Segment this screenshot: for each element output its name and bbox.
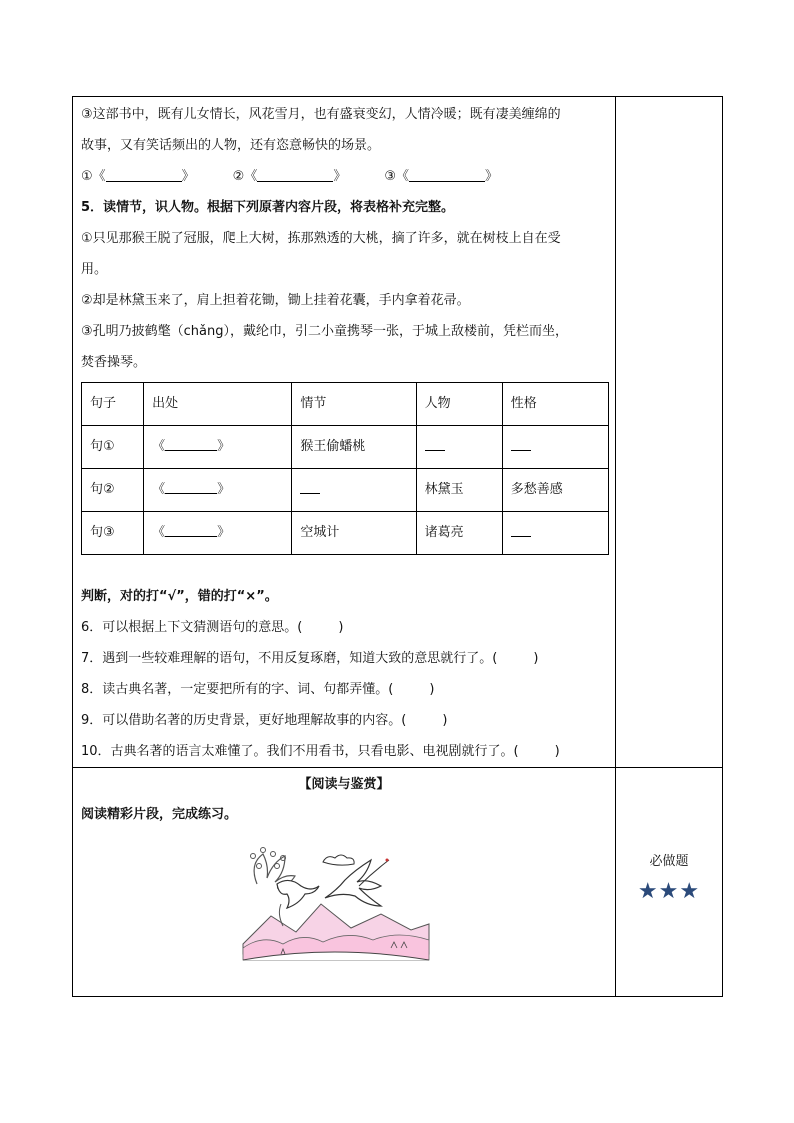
row1-person-blank[interactable] <box>425 438 445 451</box>
row3-person: 诸葛亮 <box>416 512 502 555</box>
row1-trait <box>502 426 608 469</box>
row1-trait-blank[interactable] <box>511 438 531 451</box>
phoenix-crane-illustration <box>241 844 431 970</box>
character-table <box>81 382 609 555</box>
difficulty-stars: ★★★ <box>637 879 701 904</box>
header-trait: 性格 <box>502 383 608 426</box>
judge-item-10: 10．古典名著的语言太难懂了。我们不用看书，只看电影、电视剧就行了。( ) <box>81 744 560 759</box>
blank-open-3: ③《 <box>384 169 409 184</box>
q-intro-line2: 故事，又有笑话频出的人物，还有恣意畅快的场景。 <box>81 138 381 153</box>
row3-sentence: 句③ <box>82 512 144 555</box>
judge-title: 判断，对的打“√”，错的打“×”。 <box>81 589 278 604</box>
header-person: 人物 <box>416 383 502 426</box>
row2-plot <box>292 469 416 512</box>
judge-item-9: 9．可以借助名著的历史背景，更好地理解故事的内容。( ) <box>81 713 448 728</box>
blank-open-2: ②《 <box>232 169 258 184</box>
row3-source-blank[interactable] <box>165 524 217 537</box>
judge-item-8: 8．读古典名著，一定要把所有的字、词、句都弄懂。( ) <box>81 682 435 697</box>
blank-close-2: 》 <box>333 169 347 184</box>
table-row <box>82 512 609 555</box>
row1-sentence: 句① <box>82 426 144 469</box>
required-tag: 必做题 <box>649 854 689 869</box>
q5-title: 5．读情节，识人物。根据下列原著内容片段，将表格补充完整。 <box>81 200 455 215</box>
side-cell-top <box>616 97 723 768</box>
side-cell-bottom <box>616 768 723 997</box>
header-source: 出处 <box>144 383 292 426</box>
blank-open-1: ①《 <box>81 169 106 184</box>
exercise-cell <box>73 97 616 768</box>
book-blanks-row <box>81 161 607 192</box>
row2-person: 林黛玉 <box>416 469 502 512</box>
q5-passage-3a: ③孔明乃披鹤氅（chǎng），戴纶巾，引二小童携琴一张，于城上敌楼前，凭栏而坐， <box>81 324 568 339</box>
answer-blank-1[interactable] <box>106 167 182 182</box>
worksheet-table <box>72 96 723 997</box>
reading-instruction: 阅读精彩片段，完成练习。 <box>81 807 238 822</box>
reading-cell <box>73 768 616 997</box>
row3-source: 《 》 <box>144 512 292 555</box>
row1-source: 《 》 <box>144 426 292 469</box>
q5-passage-2: ②却是林黛玉来了，肩上担着花锄，锄上挂着花囊，手内拿着花帚。 <box>81 293 470 308</box>
row2-source: 《 》 <box>144 469 292 512</box>
row2-source-blank[interactable] <box>165 481 217 494</box>
row2-trait: 多愁善感 <box>502 469 608 512</box>
judge-item-6: 6．可以根据上下文猜测语句的意思。( ) <box>81 620 344 635</box>
q-intro-line1: ③这部书中，既有儿女情长，风花雪月，也有盛衰变幻，人情冷暖；既有凄美缠绵的 <box>81 107 561 122</box>
q5-passage-1a: ①只见那猴王脱了冠服，爬上大树，拣那熟透的大桃，摘了许多，就在树枝上自在受 <box>81 231 561 246</box>
row1-plot: 猴王偷蟠桃 <box>292 426 416 469</box>
row2-plot-blank[interactable] <box>300 481 320 494</box>
row3-trait <box>502 512 608 555</box>
table-row <box>82 426 609 469</box>
q5-passage-1b: 用。 <box>81 262 108 277</box>
table-row <box>82 469 609 512</box>
table-header-row <box>82 383 609 426</box>
judge-item-7: 7．遇到一些较难理解的语句，不用反复琢磨，知道大致的意思就行了。( ) <box>81 651 539 666</box>
q5-passage-3b: 焚香操琴。 <box>81 355 147 370</box>
row2-sentence: 句② <box>82 469 144 512</box>
row3-plot: 空城计 <box>292 512 416 555</box>
blank-close-3: 》 <box>485 169 499 184</box>
row1-source-blank[interactable] <box>165 438 217 451</box>
header-sentence: 句子 <box>82 383 144 426</box>
answer-blank-3[interactable] <box>409 167 485 182</box>
row3-trait-blank[interactable] <box>511 524 531 537</box>
row1-person <box>416 426 502 469</box>
answer-blank-2[interactable] <box>257 167 333 182</box>
blank-close-1: 》 <box>181 169 195 184</box>
reading-section-title: 【阅读与鉴赏】 <box>298 777 390 792</box>
header-plot: 情节 <box>292 383 416 426</box>
